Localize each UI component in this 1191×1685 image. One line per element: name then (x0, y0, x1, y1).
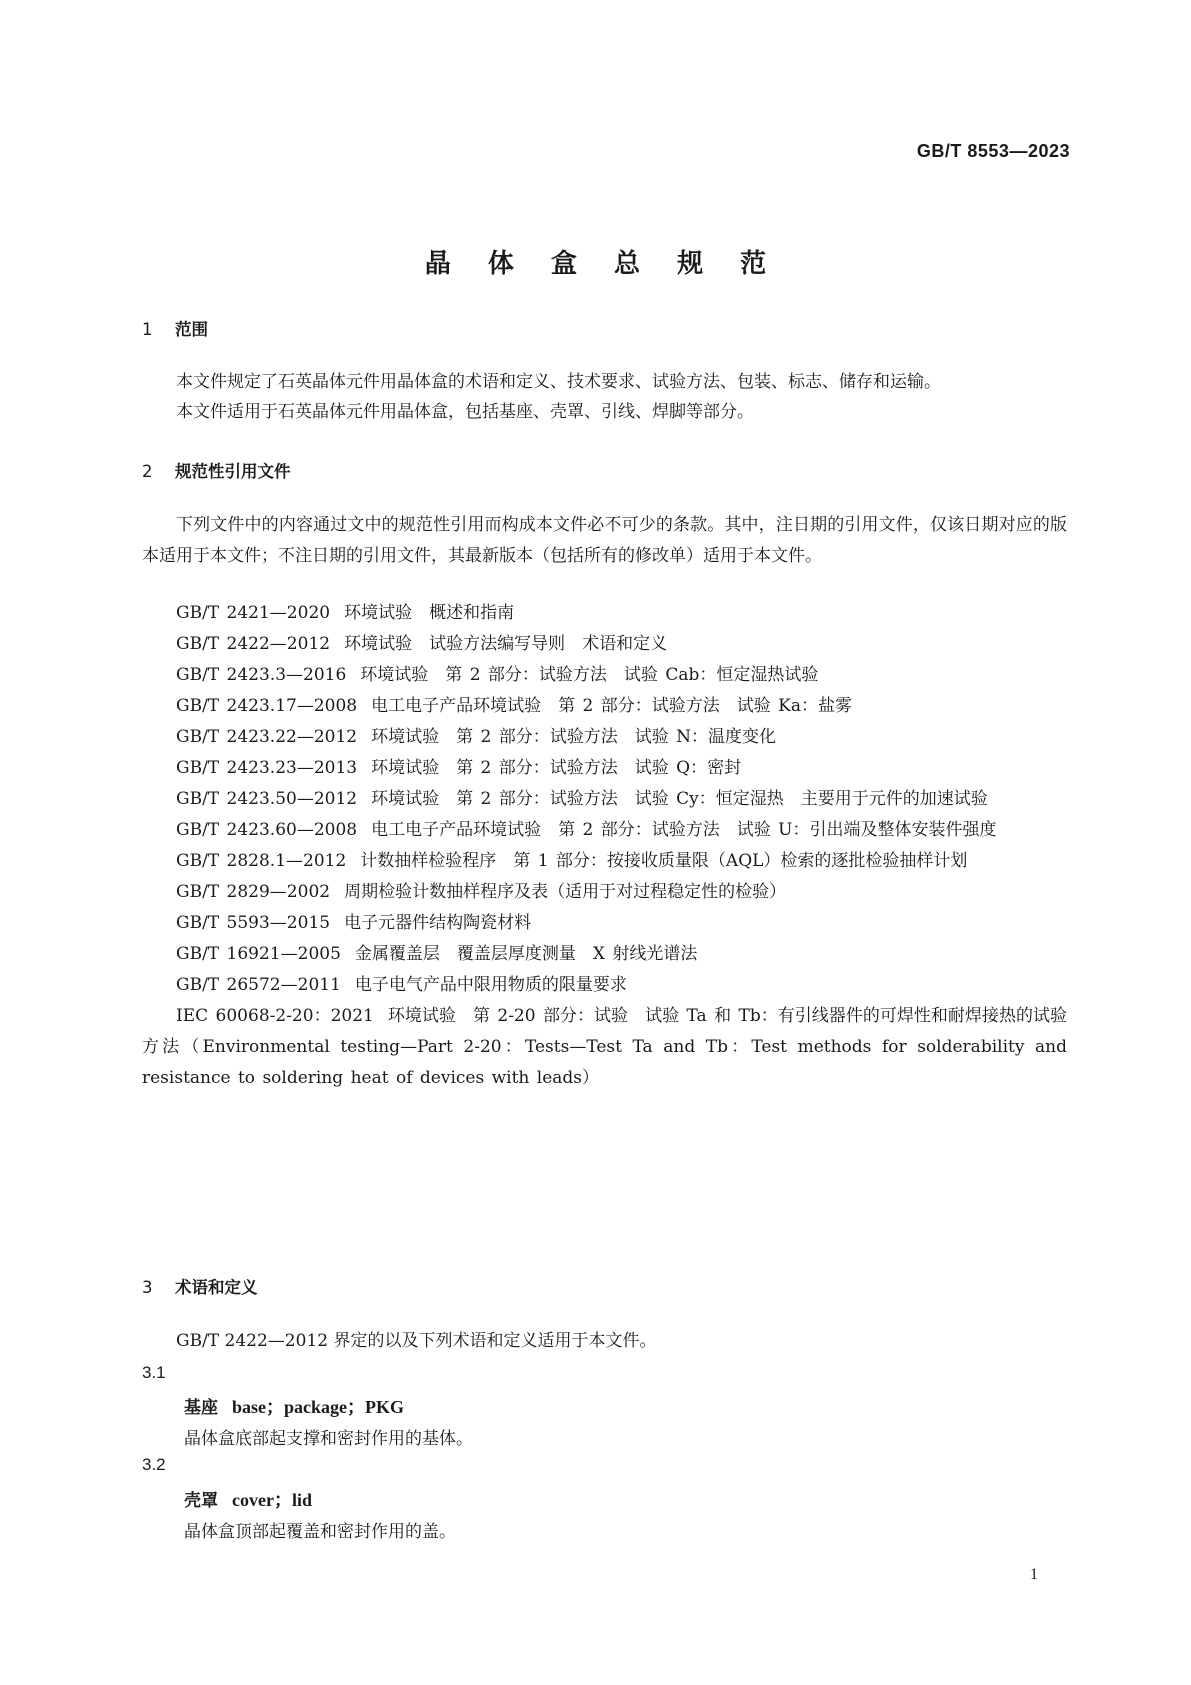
reference-code: GB/T 2421—2020 (176, 603, 331, 623)
section-3-heading (142, 1274, 258, 1298)
section-3-intro: GB/T 2422—2012 界定的以及下列术语和定义适用于本文件。 (176, 1331, 657, 1351)
section-1-number: 1 (142, 320, 153, 339)
section-1-paragraph-1: 本文件规定了石英晶体元件用晶体盒的术语和定义、技术要求、试验方法、包装、标志、储存和运输。 (176, 372, 941, 392)
reference-code: GB/T 5593—2015 (176, 913, 331, 933)
standard-code: GB/T 8553—2023 (916, 141, 1070, 161)
section-3-number: 3 (142, 1278, 153, 1297)
reference-title: 电工电子产品环境试验 第 2 部分：试验方法 试验 Ka：盐雾 (371, 696, 852, 716)
term-3-1-english: base；package；PKG (232, 1397, 405, 1417)
reference-item (142, 691, 1067, 722)
reference-code: IEC 60068-2-20：2021 (176, 1006, 374, 1026)
section-1-title: 范围 (175, 320, 208, 339)
reference-item (142, 722, 1067, 753)
section-2-intro: 下列文件中的内容通过文中的规范性引用而构成本文件必不可少的条款。其中，注日期的引用文件，仅该日期对应的版本适用于本文件；不注日期的引用文件，其最新版本（包括所有的修改单）适用于本文件。 (142, 515, 1067, 566)
reference-title: 电工电子产品环境试验 第 2 部分：试验方法 试验 U：引出端及整体安装件强度 (371, 820, 997, 840)
term-3-2 (184, 1486, 312, 1512)
reference-item (142, 1001, 1067, 1094)
reference-item (142, 846, 1067, 877)
reference-title: 电子电气产品中限用物质的限量要求 (354, 975, 627, 995)
reference-title: 金属覆盖层 覆盖层厚度测量 X 射线光谱法 (354, 944, 698, 964)
reference-code: GB/T 26572—2011 (176, 975, 341, 995)
reference-item (142, 784, 1067, 815)
reference-item (142, 753, 1067, 784)
section-1-heading (142, 316, 208, 340)
term-3-1-definition: 晶体盒底部起支撑和密封作用的基体。 (184, 1429, 473, 1449)
reference-code: GB/T 2829—2002 (176, 882, 331, 902)
reference-item (142, 877, 1067, 908)
reference-code: GB/T 2423.50—2012 (176, 789, 358, 809)
reference-item (142, 660, 1067, 691)
section-2-title: 规范性引用文件 (175, 462, 291, 481)
clause-3-1-number: 3.1 (142, 1363, 166, 1382)
section-1-paragraph-2: 本文件适用于石英晶体元件用晶体盒，包括基座、壳罩、引线、焊脚等部分。 (176, 402, 754, 422)
reference-title: 环境试验 第 2 部分：试验方法 试验 N：温度变化 (371, 727, 777, 747)
reference-code: GB/T 2422—2012 (176, 634, 331, 654)
reference-item (142, 939, 1067, 970)
term-3-1-chinese: 基座 (184, 1398, 218, 1418)
section-2-heading (142, 458, 291, 482)
reference-title: 环境试验 第 2 部分：试验方法 试验 Cab：恒定湿热试验 (360, 665, 819, 685)
reference-code: GB/T 2423.22—2012 (176, 727, 358, 747)
reference-item (142, 815, 1067, 846)
page-number: 1 (1030, 1566, 1038, 1583)
term-3-1 (184, 1393, 404, 1419)
reference-title: 周期检验计数抽样程序及表（适用于对过程稳定性的检验） (344, 882, 787, 902)
reference-code: GB/T 2423.17—2008 (176, 696, 358, 716)
term-3-2-definition: 晶体盒顶部起覆盖和密封作用的盖。 (184, 1522, 456, 1542)
clause-3-2-number: 3.2 (142, 1455, 166, 1474)
reference-title: 电子元器件结构陶瓷材料 (344, 913, 532, 933)
document-title: 晶 体 盒 总 规 范 (424, 249, 781, 279)
reference-list (142, 598, 1067, 1094)
reference-code: GB/T 2423.23—2013 (176, 758, 358, 778)
reference-code: GB/T 2423.60—2008 (176, 820, 358, 840)
reference-title: 环境试验 第 2 部分：试验方法 试验 Q：密封 (371, 758, 742, 778)
reference-item (142, 629, 1067, 660)
reference-item (142, 908, 1067, 939)
reference-title: 计数抽样检验程序 第 1 部分：按接收质量限（AQL）检索的逐批检验抽样计划 (360, 851, 968, 871)
reference-title: 环境试验 试验方法编写导则 术语和定义 (344, 634, 668, 654)
term-3-2-english: cover；lid (232, 1490, 312, 1510)
term-3-2-chinese: 壳罩 (184, 1491, 218, 1511)
reference-code: GB/T 16921—2005 (176, 944, 341, 964)
reference-code: GB/T 2423.3—2016 (176, 665, 347, 685)
reference-code: GB/T 2828.1—2012 (176, 851, 347, 871)
section-2-number: 2 (142, 462, 153, 481)
reference-title: 环境试验 概述和指南 (344, 603, 515, 623)
reference-item (142, 598, 1067, 629)
reference-item (142, 970, 1067, 1001)
reference-title: 环境试验 第 2-20 部分：试验 试验 Ta 和 Tb：有引线器件的可焊性和耐焊接热的试验方法（Environmental testing—Part 2-20：Tests—Test Ta and Tb：Test methods for solderability and resistance to soldering heat of devices with leads） (142, 1006, 1067, 1088)
section-3-title: 术语和定义 (175, 1278, 258, 1297)
reference-title: 环境试验 第 2 部分：试验方法 试验 Cy：恒定湿热 主要用于元件的加速试验 (371, 789, 988, 809)
